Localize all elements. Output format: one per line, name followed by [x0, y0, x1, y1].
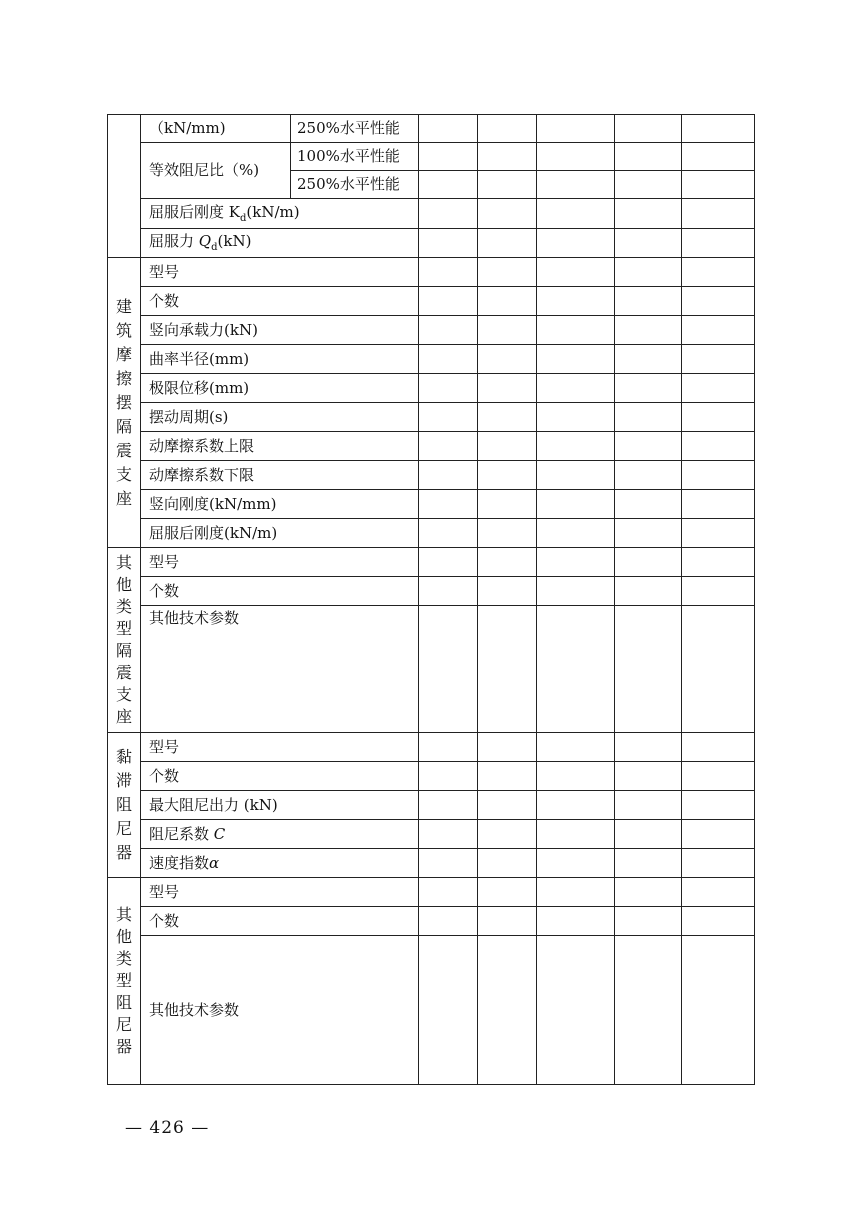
value-cell[interactable]: [419, 171, 478, 199]
table-row: [108, 907, 755, 936]
value-cell[interactable]: [682, 403, 755, 432]
value-cell[interactable]: [615, 849, 682, 878]
value-cell[interactable]: [537, 762, 615, 791]
value-cell[interactable]: [478, 733, 537, 762]
row-label: （kN/mm): [141, 115, 291, 143]
value-cell[interactable]: [419, 849, 478, 878]
value-cell[interactable]: [478, 548, 537, 577]
value-cell[interactable]: [478, 316, 537, 345]
value-cell[interactable]: [537, 490, 615, 519]
category-cell-continued: [108, 115, 141, 258]
value-cell[interactable]: [682, 316, 755, 345]
value-cell[interactable]: [615, 907, 682, 936]
value-cell[interactable]: [615, 287, 682, 316]
value-cell[interactable]: [537, 461, 615, 490]
row-label: 曲率半径(mm): [141, 345, 419, 374]
value-cell[interactable]: [615, 606, 682, 733]
category-other-damper: 其他类型阻尼器: [108, 878, 141, 1085]
table-row: [108, 936, 755, 1085]
value-cell[interactable]: [419, 374, 478, 403]
row-label: 型号: [141, 258, 419, 287]
value-cell[interactable]: [615, 374, 682, 403]
value-cell[interactable]: [419, 936, 478, 1085]
value-cell[interactable]: [682, 733, 755, 762]
row-label-velocity-exponent: 速度指数α: [141, 849, 419, 878]
value-cell[interactable]: [682, 115, 755, 143]
value-cell[interactable]: [682, 548, 755, 577]
value-cell[interactable]: [682, 490, 755, 519]
row-label: 其他技术参数: [141, 606, 419, 733]
value-cell[interactable]: [478, 936, 537, 1085]
value-cell[interactable]: [478, 606, 537, 733]
value-cell[interactable]: [419, 878, 478, 907]
value-cell[interactable]: [419, 548, 478, 577]
table-row: [108, 519, 755, 548]
value-cell[interactable]: [615, 762, 682, 791]
value-cell[interactable]: [419, 733, 478, 762]
row-label: 动摩擦系数上限: [141, 432, 419, 461]
table-row: [108, 115, 755, 143]
table-row: [108, 287, 755, 316]
value-cell[interactable]: [537, 936, 615, 1085]
value-cell[interactable]: [682, 199, 755, 229]
table-row: [108, 820, 755, 849]
row-label: 极限位移(mm): [141, 374, 419, 403]
value-cell[interactable]: [419, 907, 478, 936]
value-cell[interactable]: [682, 606, 755, 733]
category-other-isolation: 其他类型隔震支座: [108, 548, 141, 733]
value-cell[interactable]: [537, 878, 615, 907]
table-row: [108, 374, 755, 403]
value-cell[interactable]: [419, 258, 478, 287]
row-label: 个数: [141, 762, 419, 791]
value-cell[interactable]: [537, 316, 615, 345]
value-cell[interactable]: [419, 519, 478, 548]
value-cell[interactable]: [478, 820, 537, 849]
value-cell[interactable]: [682, 577, 755, 606]
value-cell[interactable]: [537, 432, 615, 461]
value-cell[interactable]: [419, 577, 478, 606]
value-cell[interactable]: [615, 229, 682, 258]
value-cell[interactable]: [682, 171, 755, 199]
row-label: 型号: [141, 548, 419, 577]
value-cell[interactable]: [615, 577, 682, 606]
value-cell[interactable]: [615, 403, 682, 432]
table-row: [108, 490, 755, 519]
table-row: [108, 403, 755, 432]
value-cell[interactable]: [537, 519, 615, 548]
value-cell[interactable]: [537, 907, 615, 936]
value-cell[interactable]: [537, 171, 615, 199]
value-cell[interactable]: [682, 345, 755, 374]
row-label: 竖向承载力(kN): [141, 316, 419, 345]
table-row: [108, 577, 755, 606]
value-cell[interactable]: [419, 403, 478, 432]
row-label: 其他技术参数: [141, 936, 419, 1085]
value-cell[interactable]: [478, 519, 537, 548]
value-cell[interactable]: [537, 791, 615, 820]
value-cell[interactable]: [537, 287, 615, 316]
value-cell[interactable]: [615, 316, 682, 345]
table-row: [108, 143, 755, 171]
value-cell[interactable]: [615, 171, 682, 199]
value-cell[interactable]: [419, 762, 478, 791]
value-cell[interactable]: [682, 907, 755, 936]
value-cell[interactable]: [478, 878, 537, 907]
row-label: 动摩擦系数下限: [141, 461, 419, 490]
value-cell[interactable]: [478, 432, 537, 461]
value-cell[interactable]: [682, 791, 755, 820]
value-cell[interactable]: [478, 849, 537, 878]
value-cell[interactable]: [478, 403, 537, 432]
value-cell[interactable]: [615, 820, 682, 849]
table-row: [108, 345, 755, 374]
value-cell[interactable]: [419, 143, 478, 171]
value-cell[interactable]: [682, 936, 755, 1085]
row-sublabel: 100%水平性能: [291, 143, 419, 171]
value-cell[interactable]: [419, 820, 478, 849]
value-cell[interactable]: [478, 461, 537, 490]
value-cell[interactable]: [478, 287, 537, 316]
value-cell[interactable]: [682, 849, 755, 878]
page-number: — 426 —: [125, 1118, 210, 1138]
value-cell[interactable]: [478, 907, 537, 936]
value-cell[interactable]: [537, 606, 615, 733]
value-cell[interactable]: [615, 490, 682, 519]
value-cell[interactable]: [478, 791, 537, 820]
value-cell[interactable]: [419, 791, 478, 820]
value-cell[interactable]: [537, 374, 615, 403]
value-cell[interactable]: [682, 461, 755, 490]
table-row: [108, 229, 755, 258]
table-row: [108, 461, 755, 490]
value-cell[interactable]: [537, 820, 615, 849]
value-cell[interactable]: [615, 936, 682, 1085]
row-label: 型号: [141, 733, 419, 762]
row-label: 竖向刚度(kN/mm): [141, 490, 419, 519]
value-cell[interactable]: [682, 432, 755, 461]
value-cell[interactable]: [478, 199, 537, 229]
value-cell[interactable]: [478, 115, 537, 143]
value-cell[interactable]: [478, 577, 537, 606]
value-cell[interactable]: [615, 115, 682, 143]
value-cell[interactable]: [419, 345, 478, 374]
row-label: 个数: [141, 907, 419, 936]
table-row: [108, 548, 755, 577]
row-label: 等效阻尼比（%): [141, 143, 291, 199]
value-cell[interactable]: [615, 519, 682, 548]
value-cell[interactable]: [682, 878, 755, 907]
row-sublabel: 250%水平性能: [291, 171, 419, 199]
value-cell[interactable]: [478, 374, 537, 403]
value-cell[interactable]: [682, 229, 755, 258]
table-row: [108, 791, 755, 820]
value-cell[interactable]: [537, 199, 615, 229]
table-row: [108, 849, 755, 878]
value-cell[interactable]: [419, 316, 478, 345]
value-cell[interactable]: [537, 548, 615, 577]
row-label: 摆动周期(s): [141, 403, 419, 432]
value-cell[interactable]: [682, 287, 755, 316]
value-cell[interactable]: [682, 519, 755, 548]
value-cell[interactable]: [419, 606, 478, 733]
table-row: [108, 199, 755, 229]
row-label: 个数: [141, 577, 419, 606]
value-cell[interactable]: [419, 229, 478, 258]
value-cell[interactable]: [615, 432, 682, 461]
value-cell[interactable]: [478, 762, 537, 791]
value-cell[interactable]: [537, 733, 615, 762]
row-label: 型号: [141, 878, 419, 907]
value-cell[interactable]: [615, 345, 682, 374]
value-cell[interactable]: [537, 115, 615, 143]
value-cell[interactable]: [478, 258, 537, 287]
value-cell[interactable]: [478, 345, 537, 374]
value-cell[interactable]: [537, 849, 615, 878]
value-cell[interactable]: [537, 577, 615, 606]
value-cell[interactable]: [615, 548, 682, 577]
table-row: [108, 733, 755, 762]
category-viscous-damper: 黏滞阻尼器: [108, 733, 141, 878]
value-cell[interactable]: [478, 490, 537, 519]
value-cell[interactable]: [615, 878, 682, 907]
value-cell[interactable]: [537, 345, 615, 374]
value-cell[interactable]: [537, 403, 615, 432]
value-cell[interactable]: [419, 432, 478, 461]
table-row: [108, 432, 755, 461]
table-row: [108, 316, 755, 345]
value-cell[interactable]: [537, 258, 615, 287]
table-row: [108, 258, 755, 287]
value-cell[interactable]: [615, 461, 682, 490]
row-label: 屈服后刚度(kN/m): [141, 519, 419, 548]
category-friction-pendulum: 建筑摩擦摆隔震支座: [108, 258, 141, 548]
value-cell[interactable]: [419, 115, 478, 143]
row-label-yield-force: 屈服力 $Q_d(kN)$: [141, 229, 419, 258]
row-label-post-yield-stiffness: 屈服后刚度 $K_d(kN/m)$: [141, 199, 419, 229]
value-cell[interactable]: [682, 762, 755, 791]
value-cell[interactable]: [419, 287, 478, 316]
value-cell[interactable]: [419, 461, 478, 490]
value-cell[interactable]: [478, 171, 537, 199]
table-row: [108, 606, 755, 733]
value-cell[interactable]: [615, 733, 682, 762]
value-cell[interactable]: [615, 143, 682, 171]
value-cell[interactable]: [615, 258, 682, 287]
row-label-damping-coefficient: 阻尼系数 C: [141, 820, 419, 849]
table-row: [108, 762, 755, 791]
table-row: [108, 878, 755, 907]
value-cell[interactable]: [682, 258, 755, 287]
value-cell[interactable]: [478, 143, 537, 171]
value-cell[interactable]: [615, 791, 682, 820]
value-cell[interactable]: [682, 374, 755, 403]
value-cell[interactable]: [537, 229, 615, 258]
value-cell[interactable]: [615, 199, 682, 229]
value-cell[interactable]: [478, 229, 537, 258]
value-cell[interactable]: [537, 143, 615, 171]
value-cell[interactable]: [682, 820, 755, 849]
value-cell[interactable]: [682, 143, 755, 171]
row-label: 最大阻尼出力 (kN): [141, 791, 419, 820]
row-label: 个数: [141, 287, 419, 316]
value-cell[interactable]: [419, 490, 478, 519]
parameter-table: [107, 114, 755, 1085]
value-cell[interactable]: [419, 199, 478, 229]
row-sublabel: 250%水平性能: [291, 115, 419, 143]
